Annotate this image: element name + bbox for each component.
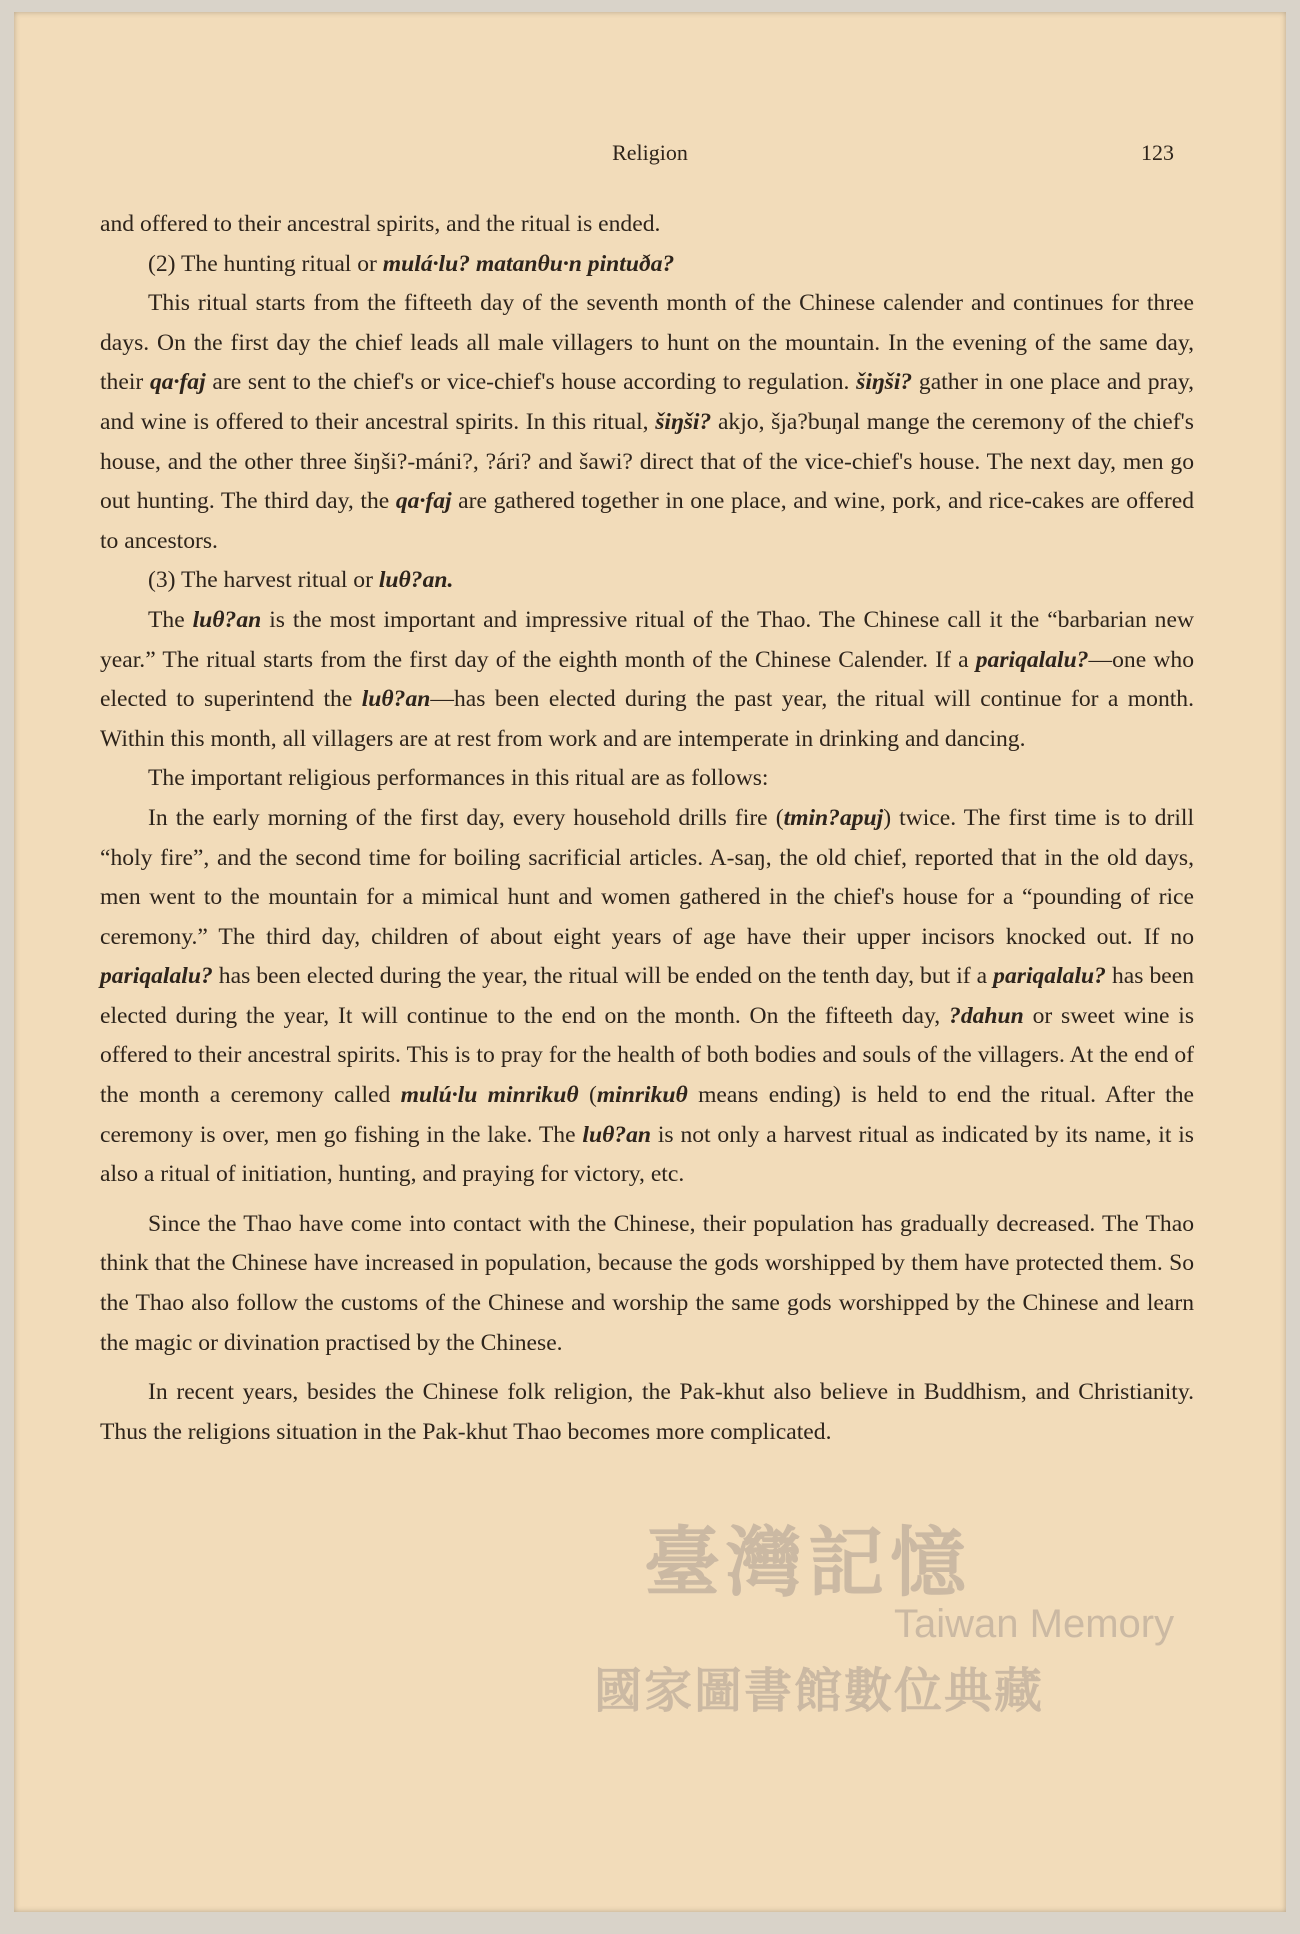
- italic-term: luθ?an: [582, 1121, 652, 1148]
- italic-term: luθ?an: [192, 606, 262, 633]
- paragraph: [100, 284, 1194, 561]
- text-run: akjo, šja?buŋal mange the ceremony of the chief's house, and the other three šiŋši?-máni?, ?ári? and šawi? direct that of the vice-chief's house. The next day, men go out hunting. The third day, the: [100, 408, 1194, 515]
- text-run: In recent years, besides the Chinese folk religion, the Pak-khut also believe in Buddhism, and Christianity. Thus the religions situation in the Pak-khut Thao becomes more complicated.: [100, 1379, 1194, 1445]
- text-run: has been elected during the year, the ritual will be ended on the tenth day, but if a: [212, 963, 994, 990]
- text-run: (: [578, 1082, 597, 1109]
- text-run: Since the Thao have come into contact with the Chinese, their population has gradually decreased. The Thao think that the Chinese have increased in population, because the gods worshipped by them have protected them. So the Thao also follow the customs of the Chinese and worship the same gods worshipped by the Chinese and learn the magic or divination practised by the Chinese.: [100, 1210, 1194, 1356]
- italic-term: luθ?an.: [378, 567, 454, 594]
- italic-term: tmin?apuj: [783, 804, 884, 831]
- text-run: ) twice. The first time is to drill “holy fire”, and the second time for boiling sacrificial articles. A-saŋ, the old chief, reported that in the old days, men went to the mountain for a mimical hunt and women gathered in the chief's house for a “pounding of rice ceremony.” The third day, children of about eight years of age have their upper incisors knocked out. If no: [100, 804, 1195, 950]
- paragraph: [100, 1205, 1194, 1363]
- italic-term: ?dahun: [949, 1002, 1024, 1029]
- text-run: (2) The hunting ritual or: [148, 250, 383, 277]
- italic-term: pariqalalu?: [975, 646, 1089, 673]
- text-run: The important religious performances in this ritual are as follows:: [148, 765, 769, 792]
- paragraph: [100, 601, 1194, 759]
- body-text: [100, 205, 1194, 1452]
- text-run: This ritual starts from the fifteeth day of the seventh month of the Chinese calender and continues for three days. On the first day the chief leads all male villagers to hunt on the mountain. In the evening of the same day, their: [100, 290, 1194, 396]
- text-run: has been elected during the year, It will continue to the end on the month. On the fifteeth day,: [100, 963, 1194, 1029]
- text-run: gather in one place and pray, and wine is offered to their ancestral spirits. In this ritual,: [100, 369, 1194, 435]
- italic-term: qa·faj: [395, 488, 452, 515]
- italic-term: luθ?an: [361, 686, 431, 713]
- paragraph: [100, 561, 1194, 601]
- italic-term: qa·faj: [149, 369, 206, 396]
- paragraph: [100, 759, 1194, 799]
- page-number: 123: [1141, 140, 1174, 165]
- watermark-chinese-small: 國家圖書館數位典藏: [594, 1665, 1045, 1718]
- text-run: is not only a harvest ritual as indicated by its name, it is also a ritual of initiation, hunting, and praying for victory, etc.: [100, 1121, 1194, 1188]
- italic-term: mulá·lu? matanθu·n pintuða?: [382, 250, 675, 277]
- italic-term: mulú·lu minrikuθ: [400, 1082, 579, 1109]
- running-title: Religion: [612, 140, 688, 165]
- italic-term: pariqalalu?: [993, 963, 1106, 990]
- watermark-chinese-large: 臺灣記憶: [644, 1522, 972, 1606]
- text-run: or sweet wine is offered to their ancestral spirits. This is to pray for the health of both bodies and souls of the villagers. At the end of the month a ceremony called: [100, 1002, 1195, 1109]
- italic-term: šiŋši?: [655, 408, 712, 435]
- text-run: means ending) is held to end the ritual. After the ceremony is over, men go fishing in the lake. The: [100, 1082, 1195, 1148]
- text-run: are gathered together in one place, and wine, pork, and rice-cakes are offered to ancestors.: [100, 488, 1194, 554]
- text-run: (3) The harvest ritual or: [148, 567, 379, 594]
- paragraph: [100, 799, 1194, 1195]
- text-run: —has been elected during the past year, the ritual will continue for a month. Within this month, all villagers are at rest from work and are intemperate in drinking and dancing.: [100, 686, 1194, 752]
- italic-term: pariqalalu?: [100, 963, 213, 990]
- text-run: The: [148, 606, 193, 633]
- text-run: In the early morning of the first day, every household drills fire (: [148, 804, 784, 831]
- paragraph: [100, 205, 1194, 245]
- watermark: [594, 1502, 1234, 1752]
- text-run: is the most important and impressive ritual of the Thao. The Chinese call it the “barbarian new year.” The ritual starts from the first day of the eighth month of the Chinese Calender. If a: [100, 606, 1194, 673]
- paragraph: [100, 245, 1194, 285]
- text-run: and offered to their ancestral spirits, and the ritual is ended.: [100, 211, 661, 237]
- italic-term: minrikuθ: [596, 1082, 688, 1109]
- text-run: —one who elected to superintend the: [100, 646, 1194, 713]
- watermark-english: Taiwan Memory: [894, 1602, 1175, 1646]
- text-run: are sent to the chief's or vice-chief's house according to regulation.: [205, 369, 857, 396]
- italic-term: šiŋši?: [856, 369, 913, 396]
- paragraph: [100, 1373, 1194, 1452]
- book-page: [14, 12, 1286, 1912]
